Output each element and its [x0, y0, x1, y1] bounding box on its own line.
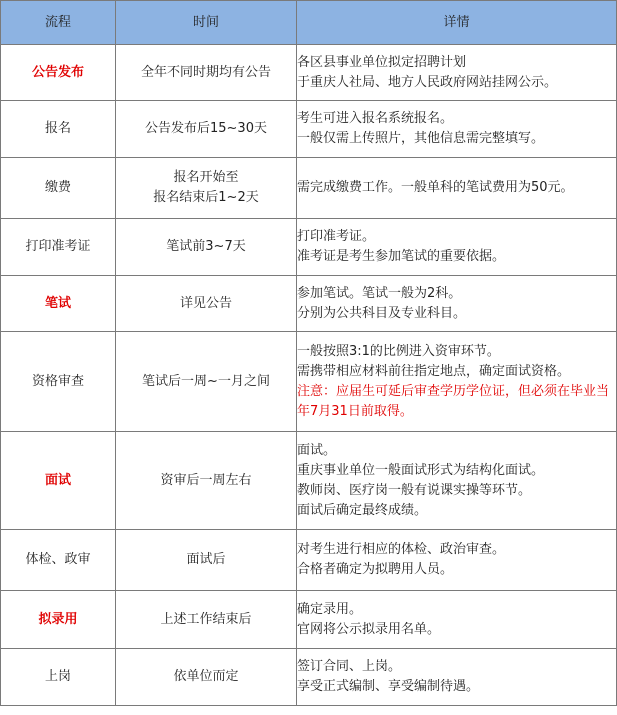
detail-cell [297, 219, 617, 276]
time-line: 报名结束后1~2天 [153, 190, 259, 205]
table-row [1, 530, 617, 591]
step-cell: 公告发布 [1, 45, 116, 101]
detail-cell [297, 530, 617, 591]
time-cell [116, 530, 297, 591]
table-row [1, 276, 617, 332]
step-cell: 上岗 [1, 649, 116, 706]
time-cell [116, 219, 297, 276]
detail-cell [297, 649, 617, 706]
detail-cell [297, 332, 617, 432]
step-cell: 打印准考证 [1, 219, 116, 276]
detail-warning-line: 注意：应届生可延后审查学历学位证，但必须在毕业当 [297, 383, 610, 399]
detail-line: 签订合同、上岗。 [297, 659, 402, 674]
time-line: 详见公告 [179, 295, 232, 311]
detail-line: 一般仅需上传照片，其他信息需完整填写。 [297, 131, 545, 146]
step-cell: 缴费 [1, 158, 116, 219]
detail-line: 考生可进入报名系统报名。 [297, 111, 454, 126]
detail-line: 官网将公示拟录用名单。 [297, 621, 441, 637]
step-cell: 拟录用 [1, 591, 116, 649]
header-time: 时间 [116, 1, 297, 45]
time-line: 报名开始至 [173, 170, 239, 185]
detail-line: 享受正式编制、享受编制待遇。 [297, 679, 480, 694]
detail-line: 重庆事业单位一般面试形式为结构化面试。 [297, 462, 545, 478]
detail-line: 一般按照3:1的比例进入资审环节。 [297, 343, 500, 359]
detail-line: 确定录用。 [297, 601, 363, 617]
detail-line: 面试。 [297, 442, 337, 458]
detail-cell [297, 45, 617, 101]
detail-line: 各区县事业单位拟定招聘计划 [297, 54, 467, 70]
detail-line: 准考证是考生参加笔试的重要依据。 [297, 249, 506, 264]
detail-cell [297, 101, 617, 158]
time-cell [116, 45, 297, 101]
detail-line: 教师岗、医疗岗一般有说课实操等环节。 [297, 482, 532, 498]
header-detail: 详情 [297, 1, 617, 45]
time-line: 面试后 [186, 552, 226, 567]
detail-line: 打印准考证。 [297, 229, 376, 244]
time-line: 全年不同时期均有公告 [140, 64, 271, 80]
time-line: 资审后一周左右 [160, 472, 252, 488]
detail-line: 于重庆人社局、地方人民政府网站挂网公示。 [297, 74, 558, 90]
table-body [1, 45, 617, 706]
step-cell: 面试 [1, 432, 116, 530]
time-cell [116, 591, 297, 649]
time-line: 上述工作结束后 [160, 611, 252, 627]
table-row [1, 332, 617, 432]
detail-line: 面试后确定最终成绩。 [297, 502, 428, 518]
time-cell [116, 101, 297, 158]
table-row [1, 219, 617, 276]
table-row [1, 45, 617, 101]
detail-warning-line: 年7月31日前取得。 [297, 403, 413, 419]
detail-cell [297, 158, 617, 219]
detail-line: 参加笔试。笔试一般为2科。 [297, 285, 462, 301]
time-line: 笔试前3~7天 [166, 239, 246, 254]
detail-line: 分别为公共科目及专业科目。 [297, 305, 467, 321]
table-row [1, 649, 617, 706]
detail-cell [297, 432, 617, 530]
header-row [1, 1, 617, 45]
table-row [1, 158, 617, 219]
time-line: 依单位而定 [173, 669, 239, 684]
time-cell [116, 432, 297, 530]
table-row [1, 101, 617, 158]
time-cell [116, 649, 297, 706]
detail-cell [297, 591, 617, 649]
step-cell: 体检、政审 [1, 530, 116, 591]
time-cell [116, 332, 297, 432]
step-cell: 资格审查 [1, 332, 116, 432]
detail-line: 对考生进行相应的体检、政治审查。 [297, 542, 506, 557]
table-row [1, 432, 617, 530]
header-step: 流程 [1, 1, 116, 45]
detail-line: 合格者确定为拟聘用人员。 [297, 562, 454, 577]
time-cell [116, 158, 297, 219]
detail-line: 需完成缴费工作。一般单科的笔试费用为50元。 [297, 180, 574, 195]
time-line: 公告发布后15~30天 [145, 121, 267, 136]
table-row [1, 591, 617, 649]
time-cell [116, 276, 297, 332]
detail-cell [297, 276, 617, 332]
detail-line: 需携带相应材料前往指定地点，确定面试资格。 [297, 363, 571, 379]
step-cell: 笔试 [1, 276, 116, 332]
step-cell: 报名 [1, 101, 116, 158]
time-line: 笔试后一周~一月之间 [142, 373, 270, 389]
